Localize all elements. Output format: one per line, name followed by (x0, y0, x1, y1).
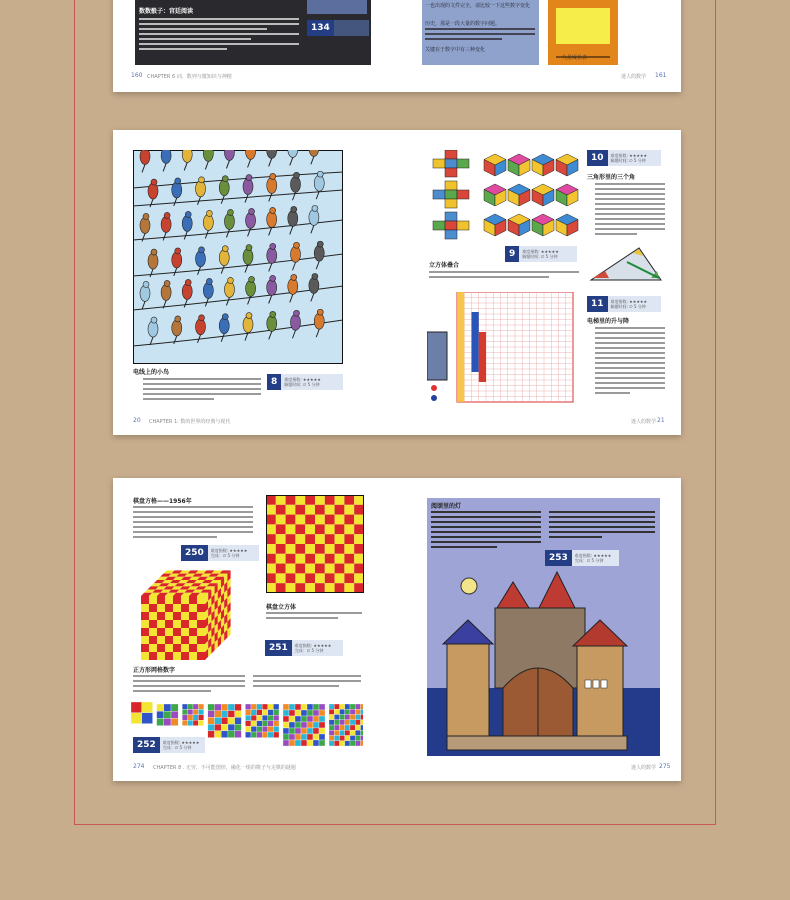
caption-text (143, 378, 261, 403)
difficulty-label: 难度指数: ★★★★★ (294, 643, 332, 648)
puzzle-number: 11 (587, 296, 608, 312)
page-number: 20 (133, 417, 141, 424)
puzzle-badge (181, 545, 259, 561)
page-number: 275 (659, 763, 671, 770)
board-square (276, 534, 286, 544)
board-square (286, 495, 296, 505)
board-square (266, 544, 276, 554)
puzzle-badge (505, 246, 577, 262)
section-text (253, 675, 361, 690)
board-square (266, 573, 276, 583)
time-label: 完成：∅ 5 分钟 (162, 745, 192, 750)
puzzle-badge (307, 20, 369, 36)
puzzle-badge (267, 374, 343, 390)
board-square (305, 544, 315, 554)
board-square (305, 515, 315, 525)
board-square (295, 495, 305, 505)
left-page (113, 130, 397, 435)
section-heading: 正方形网格数字 (133, 667, 176, 674)
book-spread-2 (113, 130, 681, 435)
board-square (286, 544, 296, 554)
left-page (113, 478, 397, 781)
net-face (445, 168, 457, 177)
puzzle-number: 253 (545, 550, 572, 566)
board-square (276, 554, 286, 564)
board-square (295, 524, 305, 534)
board-square (276, 524, 286, 534)
panel-lines (425, 28, 535, 43)
page-footer: 迷人的数学 (631, 419, 657, 425)
folded-cube (508, 214, 530, 236)
board-square (354, 554, 364, 564)
right-page (397, 130, 681, 435)
folded-cube (556, 214, 578, 236)
board-square (266, 495, 276, 505)
badge-meta (572, 553, 615, 563)
floor-column (457, 292, 464, 402)
page-footer: 迷人的数学 (621, 74, 647, 80)
board-square (335, 544, 345, 554)
board-square (286, 534, 296, 544)
badge-meta (208, 548, 251, 558)
difficulty-label: 难度指数: ★★★★★ (162, 740, 200, 745)
panel-text-a: 一也出现的文件完全，请比较一下这些数字变化 (425, 3, 531, 9)
board-square (286, 583, 296, 593)
gauge-caption: 九星成长表 (562, 55, 588, 61)
number-grid (283, 704, 325, 746)
left-page-image (135, 0, 371, 65)
board-square (276, 515, 286, 525)
board-square (325, 554, 335, 564)
board-square (315, 515, 325, 525)
folded-cube (508, 154, 530, 176)
elevator-bar (479, 332, 486, 382)
board-square (344, 495, 354, 505)
folded-cube (484, 154, 506, 176)
board-square (325, 495, 335, 505)
board-square (305, 495, 315, 505)
down-button (431, 395, 437, 401)
board-square (335, 534, 345, 544)
badge-meta (608, 299, 651, 309)
page-footer: CHAPTER 1: 数的世界的经典与现代 (149, 419, 231, 425)
puzzle-number: 252 (133, 737, 160, 753)
board-square (344, 505, 354, 515)
board-square (295, 515, 305, 525)
folded-cube (532, 214, 554, 236)
board-square (266, 554, 276, 564)
board-square (354, 524, 364, 534)
section-heading: 阅颂里的灯 (431, 503, 462, 510)
board-square (325, 534, 335, 544)
net-face (445, 199, 457, 208)
time-label: 解题时间: ∅ 5 分钟 (610, 304, 646, 309)
time-label: 解题时间: ∅ 5 分钟 (522, 254, 558, 259)
time-label: 解题时间: ∅ 5 分钟 (610, 158, 646, 163)
page-number: 161 (655, 72, 667, 79)
triangle-illustration (587, 244, 663, 284)
board-square (295, 505, 305, 515)
page-footer: CHAPTER 8 . 无穷、不可能图形，融化一组的棋子与走棋的谜题 (153, 765, 296, 771)
board-square (266, 515, 276, 525)
board-square (344, 583, 354, 593)
difficulty-label: 难度指数: ★★★★★ (210, 548, 248, 553)
number-grid (157, 704, 179, 726)
folded-cube (556, 184, 578, 206)
net-face (445, 230, 457, 239)
net-face (433, 190, 445, 199)
gauge-yellow (556, 8, 610, 44)
section-heading: 电梯里的升与降 (587, 318, 630, 325)
board-square (305, 573, 315, 583)
board-square (354, 573, 364, 583)
board-square (305, 534, 315, 544)
section-text (549, 511, 655, 541)
board-square (335, 524, 345, 534)
net-face (445, 190, 457, 199)
puzzle-number: 251 (265, 640, 292, 656)
folded-cube (532, 154, 554, 176)
board-square (315, 505, 325, 515)
elevator-grid-illustration (427, 292, 575, 406)
board-square (286, 564, 296, 574)
board-square (315, 573, 325, 583)
board-square (305, 524, 315, 534)
board-square (344, 573, 354, 583)
board-square (354, 495, 364, 505)
board-square (325, 573, 335, 583)
folded-cubes-illustration (483, 150, 581, 242)
book-spread-1 (113, 0, 681, 92)
text-panel (422, 0, 539, 65)
board-square (325, 515, 335, 525)
badge-meta (519, 249, 562, 259)
badge-meta (608, 153, 651, 163)
board-square (286, 554, 296, 564)
board-square (286, 573, 296, 583)
board-square (354, 564, 364, 574)
net-face (445, 159, 457, 168)
page-footer: CHAPTER 6 词、数列与微知识与神精 (147, 74, 232, 80)
net-face (445, 181, 457, 190)
elevator-figure (427, 332, 447, 380)
board-square (344, 564, 354, 574)
board-square (266, 564, 276, 574)
section-heading: 数数骰子：宫廷阅读 (139, 8, 194, 15)
net-face (457, 159, 469, 168)
puzzle-badge (587, 150, 661, 166)
board-square (295, 573, 305, 583)
page-number: 21 (657, 417, 665, 424)
board-square (315, 524, 325, 534)
badge-meta (281, 377, 324, 387)
board-square (354, 583, 364, 593)
panel-text-b: 历史，那是一段大量的数字问题。 (425, 21, 501, 27)
board-square (335, 564, 345, 574)
net-face (445, 150, 457, 159)
board-square (325, 524, 335, 534)
board-square (276, 583, 286, 593)
puzzle-number: 8 (267, 374, 281, 390)
board-square (315, 495, 325, 505)
board-square (286, 515, 296, 525)
board-square (344, 544, 354, 554)
section-text (595, 183, 665, 238)
difficulty-label: 难度指数: ★★★★★ (610, 153, 648, 158)
board-square (295, 564, 305, 574)
board-square (276, 564, 286, 574)
board-square (344, 534, 354, 544)
puzzle-badge (265, 640, 343, 656)
right-page (397, 0, 681, 92)
board-square (295, 544, 305, 554)
board-square (276, 544, 286, 554)
puzzle-number: 250 (181, 545, 208, 561)
puzzle-badge (545, 550, 619, 566)
puzzle-number: 10 (587, 150, 608, 166)
folded-cube (532, 184, 554, 206)
board-square (266, 534, 276, 544)
puzzle-badge (587, 296, 661, 312)
board-square (335, 505, 345, 515)
board-square (286, 505, 296, 515)
section-text (595, 327, 665, 397)
board-square (315, 554, 325, 564)
castle-panel (427, 498, 660, 756)
left-page (113, 0, 397, 92)
puzzle-number: 9 (505, 246, 519, 262)
board-square (354, 515, 364, 525)
illustration-block (307, 0, 367, 14)
board-square (295, 554, 305, 564)
board-square (335, 495, 345, 505)
number-grid (208, 704, 242, 738)
board-square (266, 524, 276, 534)
folded-cube (508, 184, 530, 206)
number-grid (245, 704, 279, 738)
net-face (433, 159, 445, 168)
difficulty-label: 难度指数: ★★★★★ (284, 377, 321, 382)
board-square (266, 505, 276, 515)
number-grid (182, 704, 204, 726)
board-square (295, 534, 305, 544)
board-square (315, 534, 325, 544)
board-square (276, 505, 286, 515)
section-text (133, 675, 245, 695)
folded-cube (484, 214, 506, 236)
checkered-cube-illustration (139, 570, 239, 662)
board-square (315, 564, 325, 574)
section-heading: 立方体叠合 (429, 262, 460, 269)
folded-cube (556, 154, 578, 176)
board-square (354, 505, 364, 515)
section-heading: 三角形里的三个角 (587, 174, 636, 181)
number-grid (329, 704, 363, 746)
panel-text-c: 关键在于数字中有三种变化 (425, 47, 486, 53)
difficulty-label: 难度指数: ★★★★★ (574, 553, 612, 558)
board-square (325, 505, 335, 515)
board-square (335, 554, 345, 564)
board-square (344, 515, 354, 525)
folded-cube (484, 184, 506, 206)
board-square (344, 554, 354, 564)
board-square (325, 583, 335, 593)
time-label: 完成：∅ 5 分钟 (574, 558, 604, 563)
birds-on-wires-illustration (133, 150, 343, 364)
time-label: 完成：∅ 5 分钟 (294, 648, 324, 653)
section-text (429, 271, 579, 281)
badge-meta (160, 740, 203, 750)
caption-text (266, 612, 362, 622)
board-square (344, 524, 354, 534)
board-square (354, 534, 364, 544)
badge-meta (292, 643, 335, 653)
board-square (295, 583, 305, 593)
time-label: 完成：∅ 5 分钟 (210, 553, 240, 558)
net-face (457, 221, 469, 230)
difficulty-label: 难度指数: ★★★★★ (610, 299, 648, 304)
net-face (445, 221, 457, 230)
time-label: 解题时间: ∅ 5 分钟 (284, 382, 320, 387)
castle-illustration (427, 568, 660, 756)
right-page (397, 478, 681, 781)
number-grid (131, 702, 153, 724)
board-square (305, 564, 315, 574)
body-text (139, 18, 299, 53)
puzzle-number: 134 (307, 20, 334, 36)
board-square (305, 505, 315, 515)
board-square (325, 544, 335, 554)
board-square (276, 495, 286, 505)
board-square (335, 583, 345, 593)
book-spread-3 (113, 478, 681, 781)
up-button (431, 385, 437, 391)
board-square (276, 573, 286, 583)
page-number: 274 (133, 763, 145, 770)
puzzle-badge (133, 737, 205, 753)
board-square (354, 544, 364, 554)
section-text (133, 506, 253, 541)
board-square (315, 583, 325, 593)
section-heading: 棋盘方格——1956年 (133, 498, 192, 505)
page-number: 160 (131, 72, 143, 79)
board-square (286, 524, 296, 534)
difficulty-label: 难度指数: ★★★★★ (522, 249, 559, 254)
net-face (433, 221, 445, 230)
illustration-caption: 棋盘立方体 (266, 604, 297, 611)
section-text (431, 511, 541, 551)
board-square (325, 564, 335, 574)
net-face (445, 212, 457, 221)
board-square (335, 515, 345, 525)
board-square (315, 544, 325, 554)
checkerboard-illustration (266, 495, 364, 593)
cube-nets-illustration (429, 150, 481, 242)
illustration-caption: 电线上的小鸟 (133, 369, 170, 376)
board-square (335, 573, 345, 583)
board-square (266, 583, 276, 593)
net-face (457, 190, 469, 199)
board-square (305, 554, 315, 564)
board-square (305, 583, 315, 593)
elevator-bar (472, 312, 479, 372)
page-footer: 迷人的数学 (631, 765, 657, 771)
